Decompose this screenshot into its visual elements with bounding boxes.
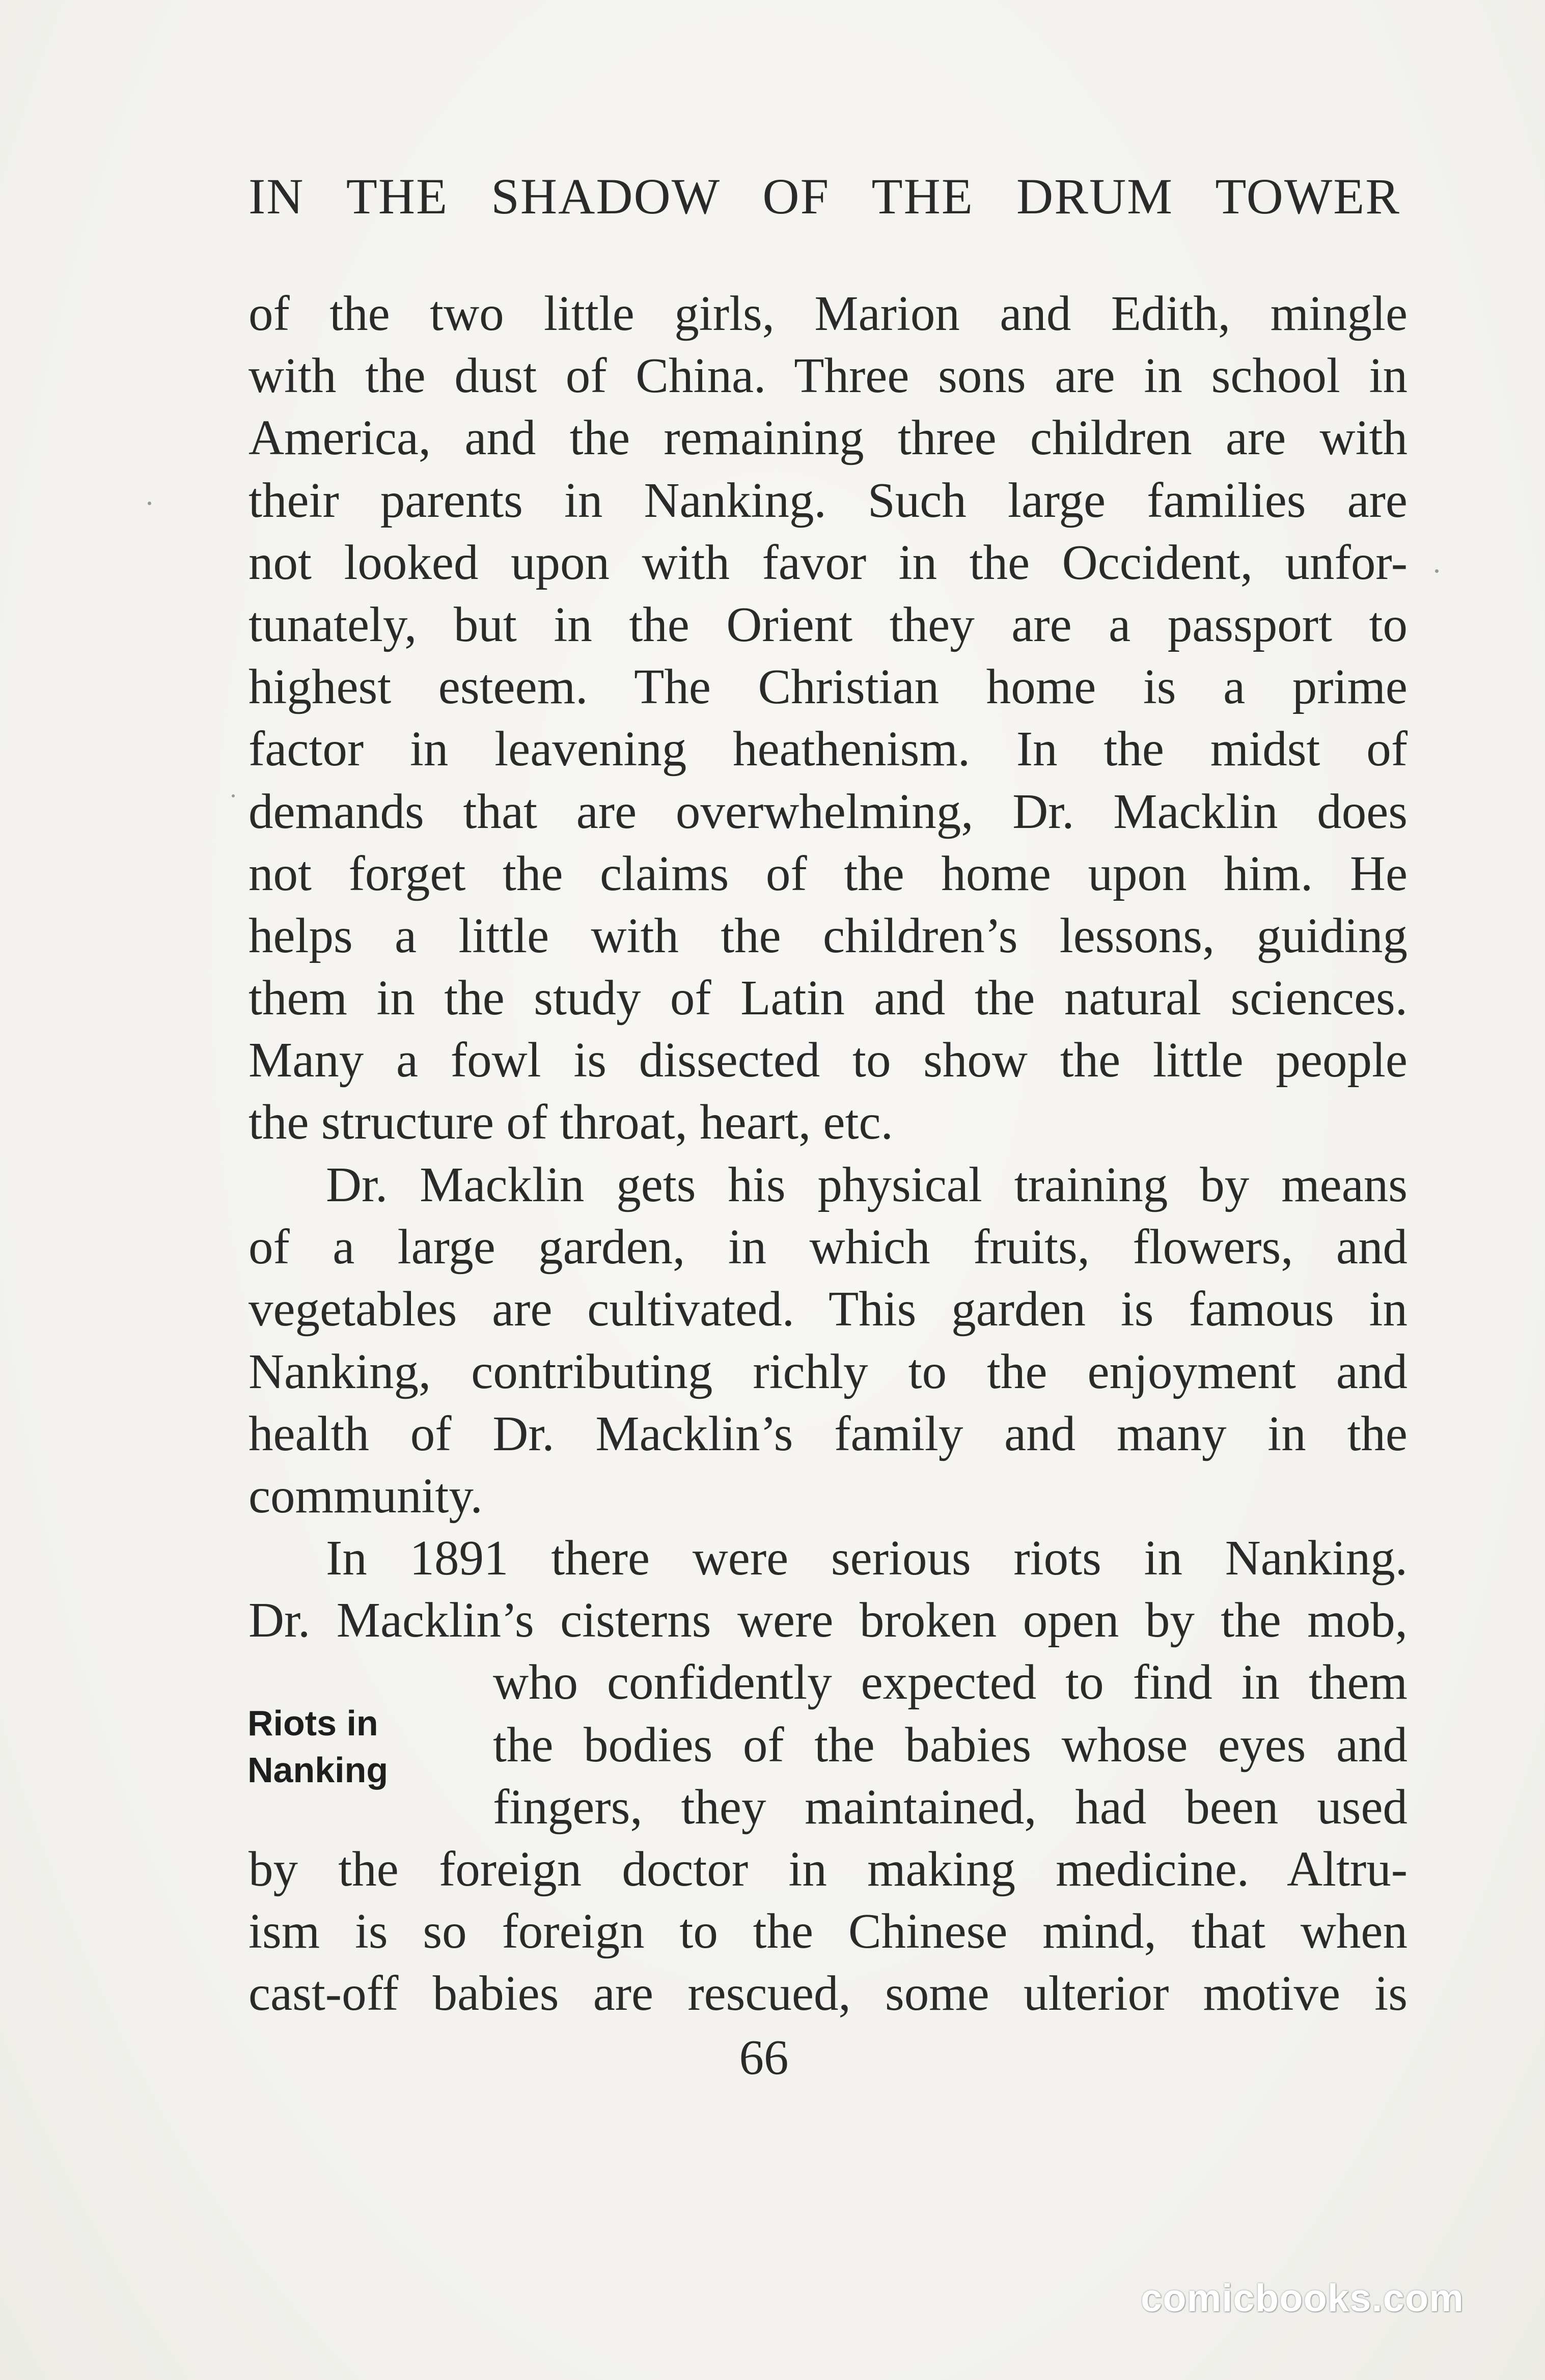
text-line: with the dust of China. Three sons are in school in xyxy=(249,348,1408,403)
text-line: ism is so foreign to the Chinese mind, that when xyxy=(249,1904,1408,1959)
margin-note-line: Nanking xyxy=(247,1750,389,1790)
text-line: Dr. Macklin gets his physical training by means xyxy=(326,1157,1408,1212)
page-number: 66 xyxy=(739,2030,789,2085)
paper-speck xyxy=(232,794,235,797)
text-line: not forget the claims of the home upon him. He xyxy=(249,846,1408,901)
text-line: of a large garden, in which fruits, flowers, and xyxy=(249,1220,1408,1275)
text-line: Many a fowl is dissected to show the little people xyxy=(249,1033,1408,1088)
text-line: health of Dr. Macklin’s family and many in the xyxy=(249,1406,1408,1461)
text-line: their parents in Nanking. Such large families are xyxy=(249,473,1408,528)
margin-note xyxy=(247,1700,388,1793)
text-line: of the two little girls, Marion and Edith, mingle xyxy=(249,286,1408,341)
text-line: not looked upon with favor in the Occident, unfor- xyxy=(249,535,1408,590)
text-line: America, and the remaining three children are with xyxy=(249,410,1408,465)
paragraph-1 xyxy=(249,283,1408,1154)
text-line: In 1891 there were serious riots in Nanking. xyxy=(326,1531,1408,1585)
margin-note-line: Riots in xyxy=(247,1703,378,1743)
running-head: IN THE SHADOW OF THE DRUM TOWER xyxy=(249,168,1400,225)
text-line: fingers, they maintained, had been used xyxy=(493,1779,1408,1834)
paragraph-3 xyxy=(249,1527,1408,2025)
text-line: Nanking, contributing richly to the enjoyment and xyxy=(249,1344,1408,1399)
text-line: Dr. Macklin’s cisterns were broken open by the mob, xyxy=(249,1593,1408,1648)
text-line: demands that are overwhelming, Dr. Macklin does xyxy=(249,784,1408,839)
paper-speck xyxy=(1435,569,1439,573)
text-line: cast-off babies are rescued, some ulterior motive is xyxy=(249,1966,1408,2021)
text-line: the bodies of the babies whose eyes and xyxy=(493,1717,1408,1772)
text-line: tunately, but in the Orient they are a passport to xyxy=(249,597,1408,652)
text-line: who confidently expected to find in them xyxy=(493,1655,1408,1710)
text-line: community. xyxy=(249,1468,483,1523)
text-line: factor in leavening heathenism. In the midst of xyxy=(249,722,1408,777)
text-line: vegetables are cultivated. This garden is famous in xyxy=(249,1282,1408,1337)
text-line: them in the study of Latin and the natural sciences. xyxy=(249,971,1408,1026)
text-line: the structure of throat, heart, etc. xyxy=(249,1095,893,1150)
paragraph-2 xyxy=(249,1154,1408,1527)
text-line: highest esteem. The Christian home is a prime xyxy=(249,659,1408,714)
text-line: helps a little with the children’s lessons, guiding xyxy=(249,908,1408,963)
paper-speck xyxy=(148,502,151,505)
text-line: by the foreign doctor in making medicine. Altru- xyxy=(249,1841,1408,1896)
watermark: comicbooks.com xyxy=(1141,2277,1464,2320)
